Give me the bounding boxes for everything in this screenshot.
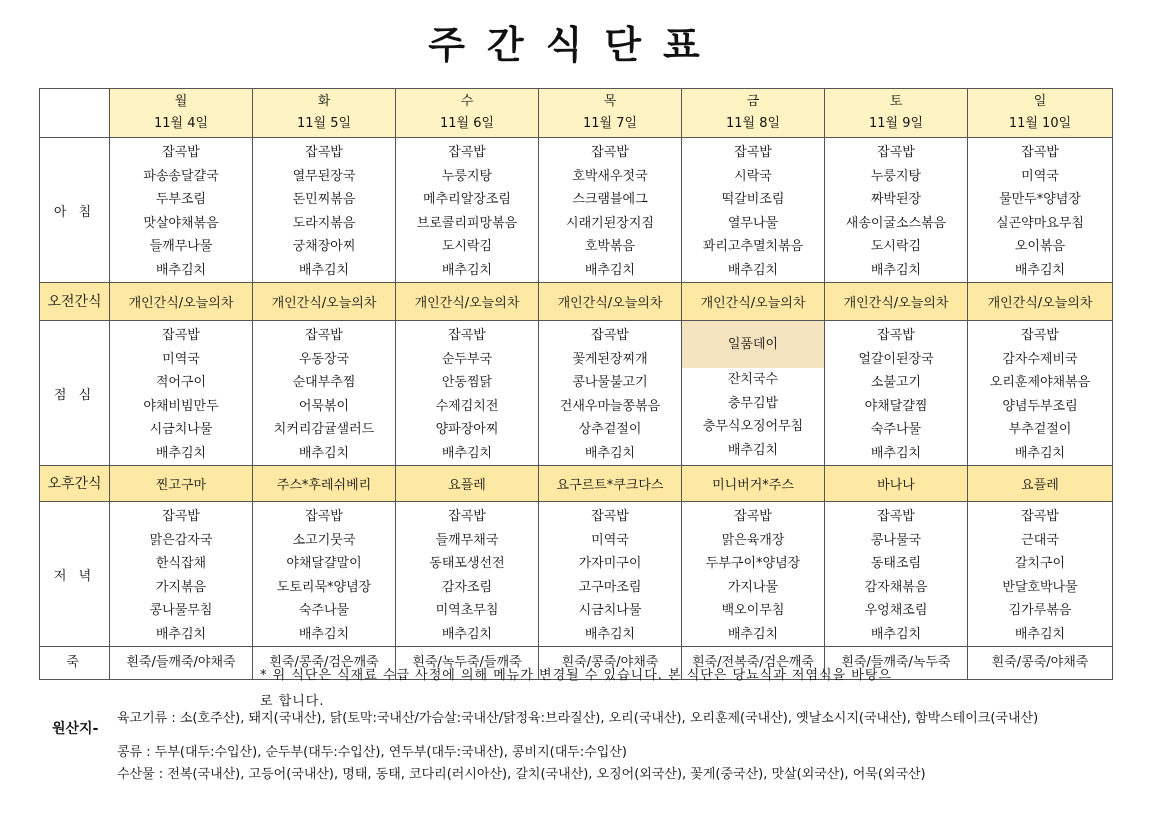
- menu-notice: * 위 식단은 식재료 수급 사정에 의해 메뉴가 변경될 수 있습니다. 본 식단은 당뇨식과 저염식을 바탕으: [260, 668, 892, 683]
- menu-item: 배추김치: [298, 262, 350, 278]
- menu-cell: [396, 138, 539, 283]
- page-title: 주간식단표: [428, 23, 722, 67]
- menu-item: 배추김치: [727, 442, 779, 458]
- menu-item: 시금치나물: [149, 422, 213, 437]
- menu-item: 감자수제비국: [1002, 351, 1078, 367]
- menu-item: 맛살야채볶음: [143, 215, 219, 231]
- menu-cell: [539, 502, 682, 647]
- menu-item: 배추김치: [155, 262, 207, 278]
- menu-item: 들깨무채국: [435, 532, 499, 548]
- menu-item: 콩나물불고기: [572, 375, 648, 390]
- weekday: 목: [603, 94, 617, 109]
- menu-cell: [110, 502, 253, 647]
- menu-item: 시락국: [734, 168, 772, 184]
- snack-cell: 요구르트*쿠크다스: [539, 466, 682, 502]
- snack-cell: 개인간식/오늘의차: [825, 283, 968, 321]
- menu-item: 맑은육개장: [721, 532, 785, 548]
- menu-item: 두부조림: [155, 192, 207, 207]
- menu-item: 양념두부조림: [1002, 398, 1078, 414]
- origin-seafood: 수산물 : 전복(국내산), 고등어(국내산), 명태, 동태, 코다리(러시아산), 갈치(국내산), 오징어(외국산), 꽃게(중국산), 맛살(외국산), 어묵(외국산): [117, 767, 926, 782]
- menu-item: 배추김치: [441, 262, 493, 278]
- menu-item: 배추김치: [727, 262, 779, 278]
- menu-item: 새송이굴소스볶음: [845, 215, 947, 231]
- menu-item: 우동장국: [298, 351, 350, 367]
- menu-item: 콩나물무침: [149, 603, 213, 618]
- menu-item: 어묵볶이: [298, 398, 350, 414]
- date: 11월 10일: [1008, 116, 1072, 131]
- menu-item: 미역국: [591, 532, 629, 548]
- menu-item: 잡곡밥: [162, 145, 200, 160]
- menu-item: 배추김치: [584, 262, 636, 278]
- menu-cell: [396, 321, 539, 466]
- menu-cell: [682, 321, 825, 466]
- menu-item: 배추김치: [870, 262, 922, 278]
- menu-item: 잡곡밥: [448, 145, 486, 160]
- menu-item: 파송송달걀국: [143, 168, 219, 184]
- menu-item: 배추김치: [298, 626, 350, 642]
- menu-item: 잡곡밥: [734, 145, 772, 160]
- menu-item: 부추겉절이: [1008, 422, 1072, 437]
- menu-item: 잡곡밥: [162, 328, 200, 343]
- weekly-menu-table: [39, 88, 1113, 680]
- menu-item: 소불고기: [870, 375, 922, 390]
- snack-cell: 개인간식/오늘의차: [396, 283, 539, 321]
- menu-item: 잡곡밥: [448, 509, 486, 524]
- menu-item: 충무식오징어무침: [702, 419, 804, 434]
- menu-item: 적어구이: [155, 375, 207, 390]
- snack-cell: 개인간식/오늘의차: [968, 283, 1113, 321]
- menu-item: 순대부추찜: [292, 375, 356, 390]
- menu-item: 잔치국수: [727, 372, 779, 387]
- menu-item: 배추김치: [870, 626, 922, 642]
- menu-cell: [539, 321, 682, 466]
- date: 11월 7일: [582, 116, 638, 131]
- menu-item: 야채달걀말이: [286, 556, 362, 571]
- menu-item: 배추김치: [727, 626, 779, 642]
- day-header: [825, 89, 968, 138]
- porridge-cell: 흰죽/들깨죽/녹두죽: [825, 647, 968, 680]
- date: 11월 5일: [296, 116, 352, 131]
- pm-snack-row: [40, 466, 1113, 502]
- menu-cell: [825, 502, 968, 647]
- menu-item: 들깨무나물: [149, 239, 213, 254]
- menu-item: 시래기된장지짐: [566, 215, 654, 231]
- menu-item: 고구마조림: [578, 579, 642, 595]
- menu-item: 백오이무침: [721, 603, 785, 618]
- menu-item: 도라지볶음: [292, 215, 356, 231]
- menu-cell: [968, 138, 1113, 283]
- snack-cell: 미니버거*주스: [682, 466, 825, 502]
- menu-cell: [968, 502, 1113, 647]
- snack-cell: 주스*후레쉬베리: [253, 466, 396, 502]
- menu-cell: [253, 321, 396, 466]
- menu-item: 미역국: [162, 351, 200, 367]
- menu-item: 배추김치: [155, 626, 207, 642]
- date: 11월 4일: [153, 116, 209, 131]
- menu-item: 잡곡밥: [734, 509, 772, 524]
- menu-cell: [110, 321, 253, 466]
- porridge-cell: 흰죽/콩죽/검은깨죽: [253, 647, 396, 680]
- menu-item: 도토리묵*양념장: [276, 579, 372, 595]
- day-header: [110, 89, 253, 138]
- menu-cell: [110, 138, 253, 283]
- menu-item: 김가루볶음: [1008, 603, 1072, 618]
- menu-item: 가지나물: [727, 579, 779, 595]
- row-label: 오후간식: [40, 466, 110, 502]
- corner-cell: [40, 89, 110, 138]
- menu-cell: [682, 502, 825, 647]
- menu-item: 잡곡밥: [305, 509, 343, 524]
- menu-item: 동태조림: [870, 556, 922, 571]
- day-header: [968, 89, 1113, 138]
- menu-item: 맑은감자국: [149, 532, 213, 548]
- menu-item: 양파장아찌: [435, 422, 499, 437]
- menu-item: 숙주나물: [870, 422, 922, 437]
- porridge-cell: 흰죽/들깨죽/야채죽: [110, 647, 253, 680]
- menu-item: 잡곡밥: [591, 509, 629, 524]
- menu-item: 야채비빔만두: [143, 398, 219, 414]
- row-label: 점 심: [40, 321, 110, 466]
- menu-item: 실곤약마요무침: [996, 215, 1084, 231]
- menu-item: 메추리알장조림: [423, 192, 511, 207]
- porridge-cell: 흰죽/콩죽/야채죽: [539, 647, 682, 680]
- weekday: 토: [889, 94, 903, 109]
- menu-item: 호박새우젓국: [572, 168, 648, 184]
- menu-item: 배추김치: [870, 445, 922, 461]
- menu-item: 잡곡밥: [305, 328, 343, 343]
- menu-item: 잡곡밥: [877, 328, 915, 343]
- row-label: 저 녁: [40, 502, 110, 647]
- menu-item: 소고기뭇국: [292, 532, 356, 548]
- menu-notice-cont: 로 합니다.: [260, 694, 325, 709]
- row-label: 오전간식: [40, 283, 110, 321]
- menu-cell: [825, 321, 968, 466]
- menu-item: 안동찜닭: [441, 375, 493, 390]
- snack-cell: 개인간식/오늘의차: [110, 283, 253, 321]
- menu-item: 잡곡밥: [1021, 328, 1059, 343]
- snack-cell: 바나나: [825, 466, 968, 502]
- snack-cell: 개인간식/오늘의차: [539, 283, 682, 321]
- menu-item: 잡곡밥: [591, 145, 629, 160]
- menu-cell: [539, 138, 682, 283]
- day-header: [682, 89, 825, 138]
- menu-item: 스크램블에그: [572, 192, 648, 207]
- menu-item: 잡곡밥: [877, 145, 915, 160]
- menu-item: 열무된장국: [292, 168, 356, 184]
- snack-cell: 요플레: [968, 466, 1113, 502]
- menu-cell: [253, 502, 396, 647]
- menu-item: 배추김치: [1014, 626, 1066, 642]
- am-snack-row: [40, 283, 1113, 321]
- menu-item: 콩나물국: [870, 532, 922, 548]
- weekday: 금: [746, 94, 760, 109]
- menu-item: 배추김치: [441, 445, 493, 461]
- menu-item: 순두부국: [441, 351, 493, 367]
- menu-item: 감자조림: [441, 579, 493, 595]
- menu-item: 배추김치: [298, 445, 350, 461]
- menu-item: 브로콜리피망볶음: [416, 215, 518, 231]
- day-header: [253, 89, 396, 138]
- menu-cell: [968, 321, 1113, 466]
- menu-item: 얼갈이된장국: [858, 351, 934, 367]
- menu-item: 숙주나물: [298, 603, 350, 618]
- menu-item: 감자채볶음: [864, 579, 928, 595]
- menu-item: 야채달걀찜: [864, 398, 928, 414]
- snack-cell: 찐고구마: [110, 466, 253, 502]
- menu-item: 잡곡밥: [305, 145, 343, 160]
- menu-item: 미역초무침: [435, 603, 499, 618]
- menu-item: 잡곡밥: [1021, 145, 1059, 160]
- menu-item: 배추김치: [584, 626, 636, 642]
- date: 11월 6일: [439, 116, 495, 131]
- porridge-cell: 흰죽/콩죽/야채죽: [968, 647, 1113, 680]
- menu-cell: [825, 138, 968, 283]
- porridge-cell: 흰죽/녹두죽/들깨죽: [396, 647, 539, 680]
- menu-item: 누룽지탕: [441, 168, 493, 184]
- menu-item: 배추김치: [441, 626, 493, 642]
- snack-cell: 개인간식/오늘의차: [682, 283, 825, 321]
- menu-item: 잡곡밥: [162, 509, 200, 524]
- menu-item: 짜박된장: [870, 192, 922, 207]
- dinner-row: [40, 502, 1113, 647]
- menu-item: 오리훈제야채볶음: [989, 375, 1091, 390]
- row-label: 아 침: [40, 138, 110, 283]
- menu-cell: [682, 138, 825, 283]
- menu-item: 미역국: [1021, 168, 1059, 184]
- menu-item: 호박볶음: [584, 239, 636, 254]
- menu-item: 반달호박나물: [1002, 579, 1078, 595]
- menu-item: 궁채장아찌: [292, 239, 356, 254]
- origin-title: 원산지-: [52, 721, 99, 737]
- porridge-cell: 흰죽/전복죽/검은깨죽: [682, 647, 825, 680]
- menu-item: 건새우마늘쫑볶음: [559, 398, 661, 414]
- menu-item: 가자미구이: [578, 556, 642, 571]
- weekday: 화: [317, 94, 331, 109]
- menu-item: 시금치나물: [578, 603, 642, 618]
- origin-beans: 콩류 : 두부(대두:수입산), 순두부(대두:수입산), 연두부(대두:국내산), 콩비지(대두:수입산): [117, 745, 627, 760]
- menu-item: 우엉채조림: [864, 603, 928, 618]
- menu-item: 잡곡밥: [1021, 509, 1059, 524]
- weekday: 일: [1033, 94, 1047, 109]
- menu-item: 꽃게된장찌개: [572, 351, 648, 367]
- menu-item: 두부구이*양념장: [705, 556, 801, 571]
- menu-item: 수제김치전: [435, 398, 499, 414]
- menu-item: 치커리감귤샐러드: [273, 422, 375, 437]
- day-header: [539, 89, 682, 138]
- lunch-row: [40, 321, 1113, 466]
- date: 11월 9일: [868, 116, 924, 131]
- menu-item: 상추겉절이: [578, 422, 642, 437]
- menu-item: 누룽지탕: [870, 168, 922, 184]
- menu-cell: [253, 138, 396, 283]
- date: 11월 8일: [725, 116, 781, 131]
- row-label: 죽: [40, 647, 110, 680]
- menu-item: 근대국: [1021, 532, 1059, 548]
- weekday: 수: [460, 94, 474, 109]
- menu-item: 가지볶음: [155, 579, 207, 595]
- menu-item: 잡곡밥: [448, 328, 486, 343]
- menu-item: 갈치구이: [1014, 556, 1066, 571]
- menu-item: 한식잡채: [155, 556, 207, 571]
- special-menu-list: [682, 368, 824, 462]
- menu-item: 잡곡밥: [877, 509, 915, 524]
- menu-item: 꽈리고추멸치볶음: [702, 239, 804, 254]
- breakfast-row: [40, 138, 1113, 283]
- menu-item: 배추김치: [584, 445, 636, 461]
- weekday: 월: [174, 94, 188, 109]
- menu-item: 충무김밥: [727, 395, 779, 411]
- origin-meat: 육고기류 : 소(호주산), 돼지(국내산), 닭(토막:국내산/가슴살:국내산/닭정육:브라질산), 오리(국내산), 오리훈제(국내산), 옛날소시지(국내산), 함박스테이크(국내산): [117, 711, 1039, 726]
- special-day-badge: 일품데이: [682, 321, 824, 368]
- header-row: [40, 89, 1113, 138]
- menu-item: 물만두*양념장: [999, 192, 1081, 207]
- menu-item: 배추김치: [155, 445, 207, 461]
- menu-item: 떡갈비조림: [721, 192, 785, 207]
- menu-item: 도시락김: [441, 239, 493, 254]
- menu-item: 돈민찌볶음: [292, 192, 356, 207]
- snack-cell: 요플레: [396, 466, 539, 502]
- snack-cell: 개인간식/오늘의차: [253, 283, 396, 321]
- menu-item: 열무나물: [727, 215, 779, 231]
- menu-item: 동태포생선전: [429, 556, 505, 571]
- menu-cell: [396, 502, 539, 647]
- day-header: [396, 89, 539, 138]
- menu-item: 배추김치: [1014, 445, 1066, 461]
- menu-item: 잡곡밥: [591, 328, 629, 343]
- menu-item: 도시락김: [870, 239, 922, 254]
- menu-item: 오이볶음: [1014, 239, 1066, 254]
- menu-item: 배추김치: [1014, 262, 1066, 278]
